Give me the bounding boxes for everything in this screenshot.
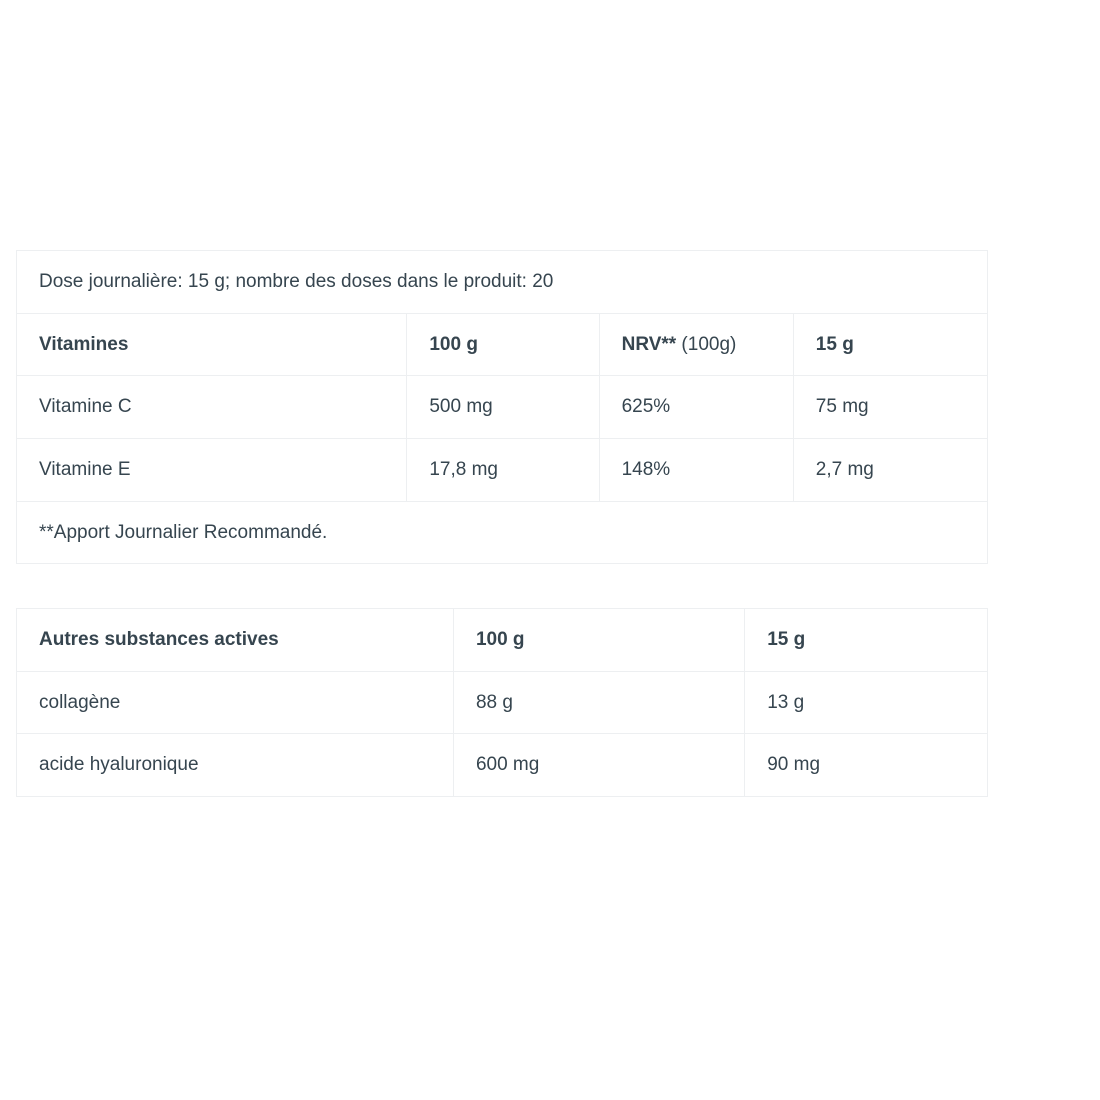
vitamins-table (16, 250, 988, 564)
substance-per-15g: 13 g (745, 671, 988, 734)
header-nrv-suffix: (100g) (676, 333, 737, 355)
active-substances-table (16, 608, 988, 797)
nrv-footnote-text: **Apport Journalier Recommandé. (17, 501, 988, 564)
vitamin-per-100g: 500 mg (407, 376, 599, 439)
header-per-15g: 15 g (745, 609, 988, 672)
vitamin-name: Vitamine C (17, 376, 407, 439)
table-spacer (16, 564, 988, 608)
vitamin-nrv: 625% (599, 376, 793, 439)
header-nrv (599, 313, 793, 376)
header-vitamines: Vitamines (17, 313, 407, 376)
vitamin-name: Vitamine E (17, 438, 407, 501)
table-row (17, 671, 988, 734)
vitamins-header-row (17, 313, 988, 376)
table-row (17, 438, 988, 501)
vitamin-per-15g: 75 mg (793, 376, 987, 439)
daily-dose-text: Dose journalière: 15 g; nombre des doses dans le produit: 20 (17, 251, 988, 314)
header-nrv-bold: NRV** (621, 333, 677, 355)
daily-dose-row (17, 251, 988, 314)
actives-header-row (17, 609, 988, 672)
substance-per-100g: 600 mg (453, 734, 744, 797)
substance-per-15g: 90 mg (745, 734, 988, 797)
substance-name: acide hyaluronique (17, 734, 454, 797)
table-row (17, 376, 988, 439)
header-per-15g: 15 g (793, 313, 987, 376)
header-per-100g: 100 g (407, 313, 599, 376)
header-per-100g: 100 g (453, 609, 744, 672)
tables-container (16, 250, 988, 797)
substance-name: collagène (17, 671, 454, 734)
vitamin-per-15g: 2,7 mg (793, 438, 987, 501)
header-other-actives: Autres substances actives (17, 609, 454, 672)
footnote-row (17, 501, 988, 564)
substance-per-100g: 88 g (453, 671, 744, 734)
vitamin-nrv: 148% (599, 438, 793, 501)
vitamin-per-100g: 17,8 mg (407, 438, 599, 501)
table-row (17, 734, 988, 797)
